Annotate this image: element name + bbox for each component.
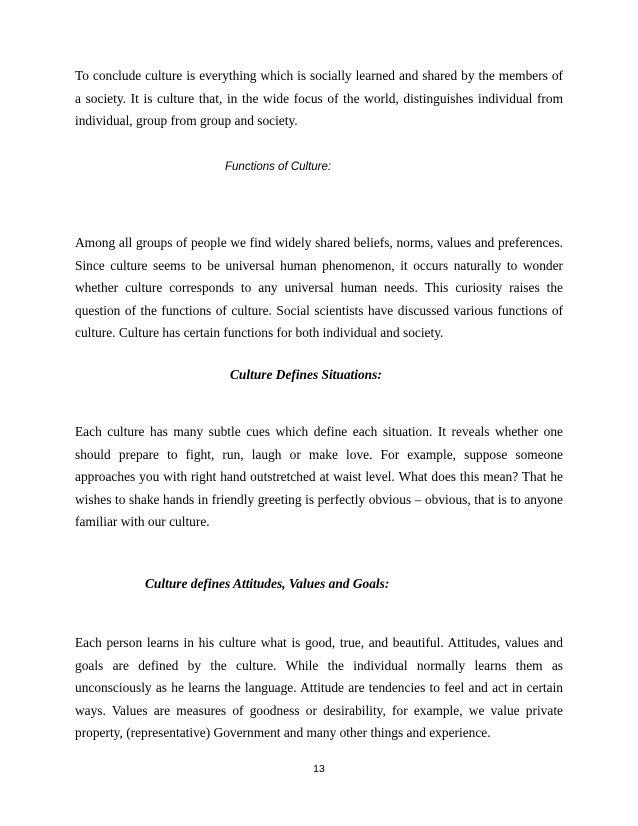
heading-functions-of-culture: Functions of Culture:	[225, 161, 332, 173]
paragraph-attitudes: Each person learns in his culture what is good, true, and beautiful. Attitudes, values and goals are defined by the culture. While the individual normally learns them as unconsciously as he learns the language. Attitude are tendencies to feel and act in certain ways. Values are measures of goodness or desirability, for example, we value private property, (representative) Government and many other things and experience.	[75, 635, 563, 741]
paragraph-functions: Among all groups of people we find widely shared beliefs, norms, values and preferences. Since culture seems to be universal human phenomenon, it occurs naturally to wonder whether culture corresponds to any universal human needs. This curiosity raises the question of the functions of culture. Social scientists have discussed various functions of culture. Culture has certain functions for both individual and society.	[75, 235, 563, 341]
heading-culture-defines-attitudes: Culture defines Attitudes, Values and Goals:	[145, 576, 390, 591]
page-number: 13	[313, 763, 325, 775]
paragraph-intro: To conclude culture is everything which is socially learned and shared by the members of a society. It is culture that, in the wide focus of the world, distinguishes individual from individual, group from group and society.	[75, 68, 563, 129]
heading-culture-defines-situations: Culture Defines Situations:	[230, 367, 382, 382]
paragraph-situations: Each culture has many subtle cues which define each situation. It reveals whether one should prepare to fight, run, laugh or make love. For example, suppose someone approaches you with right hand outstretched at waist level. What does this mean? That he wishes to shake hands in friendly greeting is perfectly obvious – obvious, that is to anyone familiar with our culture.	[75, 424, 563, 530]
